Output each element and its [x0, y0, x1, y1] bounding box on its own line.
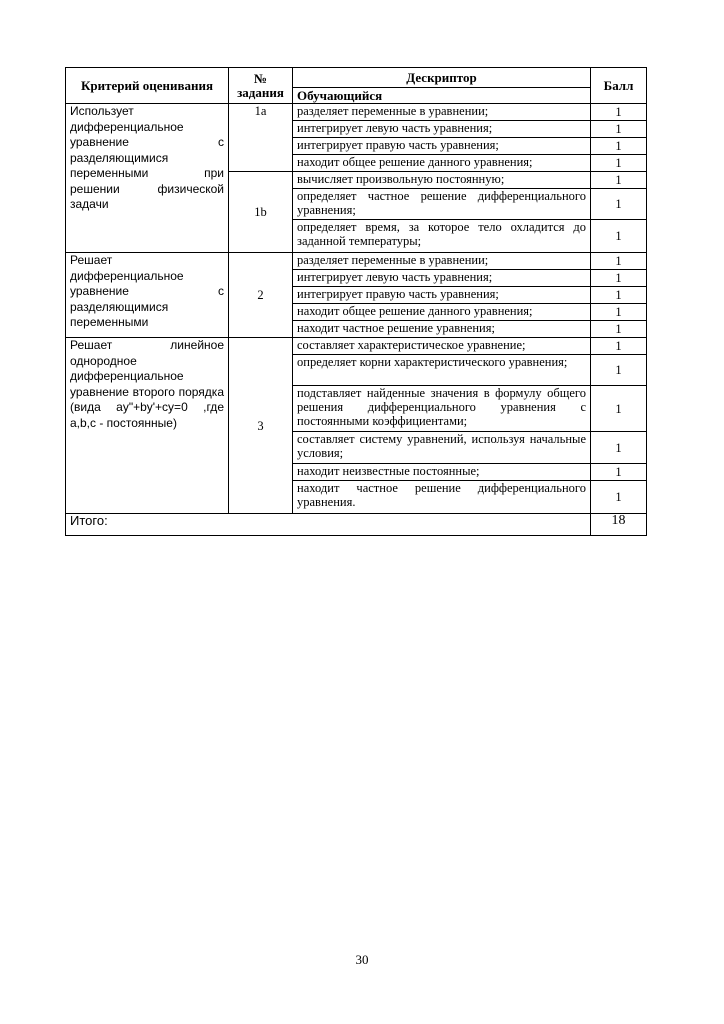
- header-task-number-word: задания: [237, 84, 284, 100]
- score-cell: 1: [591, 464, 647, 481]
- score-cell: 1: [591, 338, 647, 355]
- descriptor-cell: находит частное решение уравнения;: [293, 321, 591, 338]
- header-score: Балл: [591, 68, 647, 104]
- descriptor-cell: интегрирует левую часть уравнения;: [293, 121, 591, 138]
- score-cell: 1: [591, 172, 647, 189]
- criterion-cell: Решает линейное однородное дифференциальное уравнение второго порядка (вида ay"+by'+cy=0 ,где a,b,c - постоянные): [66, 338, 229, 514]
- page-number: 30: [355, 952, 369, 967]
- header-task-number: [229, 68, 293, 104]
- descriptor-cell: разделяет переменные в уравнении;: [293, 253, 591, 270]
- descriptor-cell: вычисляет произвольную постоянную;: [293, 172, 591, 189]
- total-label: Итого:: [66, 514, 591, 536]
- task-number-cell: 3: [229, 338, 293, 514]
- score-cell: 1: [591, 270, 647, 287]
- score-cell: 1: [591, 138, 647, 155]
- score-cell: 1: [591, 220, 647, 253]
- descriptor-cell: интегрирует правую часть уравнения;: [293, 138, 591, 155]
- criterion-cell: Решает дифференциальное уравнение с разделяющимися переменными: [66, 253, 229, 338]
- task-number-cell: 2: [229, 253, 293, 338]
- task-number-cell: 1b: [229, 172, 293, 253]
- descriptor-cell: составляет систему уравнений, используя начальные условия;: [293, 432, 591, 464]
- score-cell: 1: [591, 481, 647, 514]
- score-cell: 1: [591, 355, 647, 386]
- header-descriptor: Дескриптор: [293, 68, 591, 88]
- rubric-table: [65, 67, 647, 536]
- descriptor-cell: находит общее решение данного уравнения;: [293, 304, 591, 321]
- header-task-number-sign: №: [253, 70, 268, 86]
- score-cell: 1: [591, 304, 647, 321]
- score-cell: 1: [591, 253, 647, 270]
- score-cell: 1: [591, 155, 647, 172]
- descriptor-cell: подставляет найденные значения в формулу общего решения дифференциального уравнения с постоянными коэффициентами;: [293, 386, 591, 432]
- descriptor-cell: интегрирует правую часть уравнения;: [293, 287, 591, 304]
- score-cell: 1: [591, 386, 647, 432]
- descriptor-cell: определяет время, за которое тело охладится до заданной температуры;: [293, 220, 591, 253]
- criterion-cell: Использует дифференциальное уравнение с разделяющимися переменными при решении физической задачи: [66, 104, 229, 253]
- score-cell: 1: [591, 287, 647, 304]
- descriptor-cell: определяет частное решение дифференциального уравнения;: [293, 189, 591, 220]
- descriptor-cell: определяет корни характеристического уравнения;: [293, 355, 591, 386]
- descriptor-cell: находит неизвестные постоянные;: [293, 464, 591, 481]
- score-cell: 1: [591, 104, 647, 121]
- score-cell: 1: [591, 121, 647, 138]
- score-cell: 1: [591, 321, 647, 338]
- header-learner: Обучающийся: [293, 88, 591, 104]
- descriptor-cell: разделяет переменные в уравнении;: [293, 104, 591, 121]
- descriptor-cell: интегрирует левую часть уравнения;: [293, 270, 591, 287]
- descriptor-cell: находит частное решение дифференциального уравнения.: [293, 481, 591, 514]
- task-number-cell: 1a: [229, 104, 293, 172]
- descriptor-cell: составляет характеристическое уравнение;: [293, 338, 591, 355]
- header-criterion: Критерий оценивания: [66, 68, 229, 104]
- total-value: 18: [591, 514, 647, 536]
- score-cell: 1: [591, 432, 647, 464]
- descriptor-cell: находит общее решение данного уравнения;: [293, 155, 591, 172]
- score-cell: 1: [591, 189, 647, 220]
